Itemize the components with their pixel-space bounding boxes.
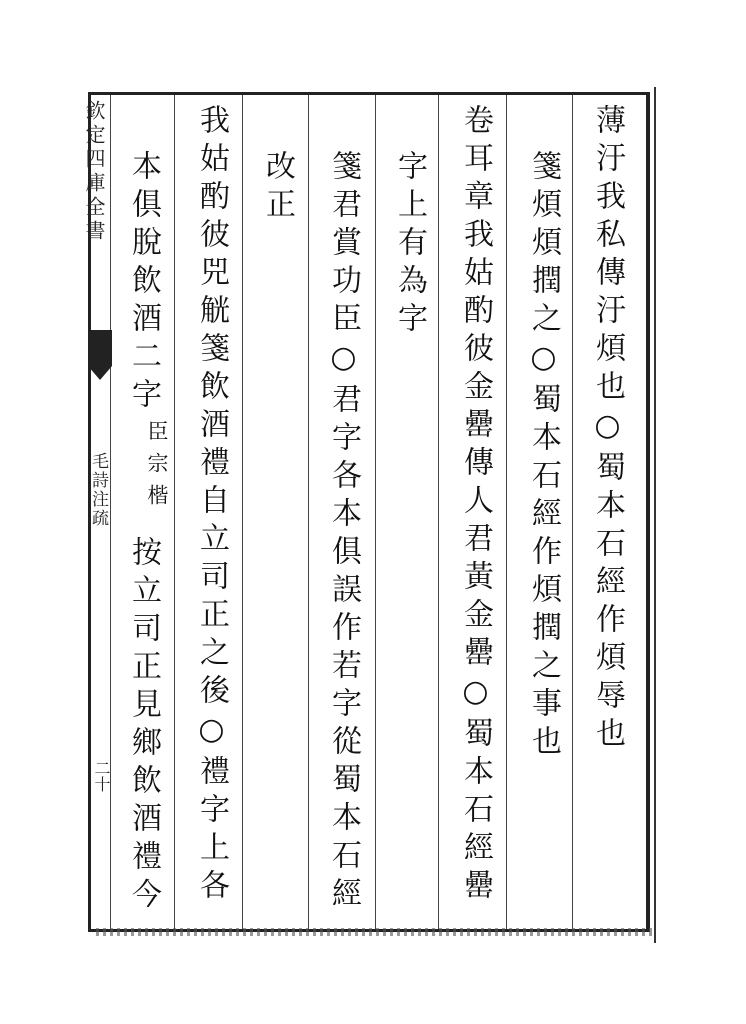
text-column-7: 我姑酌彼兕觥箋飲酒禮自立司正之後○禮字上各 (194, 104, 229, 907)
fish-tail-mark-lower (88, 366, 112, 384)
frame-double-rule (654, 87, 656, 943)
column-rule (572, 95, 573, 929)
book-title: 毛詩注疏 (88, 452, 108, 528)
collection-title: 欽定四庫全書 (82, 100, 106, 244)
fish-tail-mark (88, 330, 112, 366)
text-column-6: 改正 (260, 150, 295, 226)
text-column-3: 卷耳章我姑酌彼金罍傳人君黃金罍○蜀本石經罍 (458, 104, 493, 907)
worn-bottom-edge (96, 928, 652, 936)
column-rule (308, 95, 309, 929)
column-rule (506, 95, 507, 929)
text-column-8: 本俱脫飲酒二字 (126, 150, 161, 416)
text-column-8-cont: 按立司正見鄉飲酒禮今 (126, 536, 161, 916)
column-rule (242, 95, 243, 929)
text-column-1: 薄汙我私傳汙煩也○蜀本石經作煩辱也 (590, 104, 625, 755)
column-rule (174, 95, 175, 929)
column-rule (438, 95, 439, 929)
column-rule (375, 95, 376, 929)
text-column-5: 箋君賞功臣○君字各本俱誤作若字從蜀本石經 (326, 150, 361, 915)
text-column-2: 箋煩煩撋之○蜀本石經作煩撋之事也 (526, 150, 561, 763)
folio-number: 二十 (92, 760, 111, 792)
text-column-4: 字上有為字 (392, 150, 427, 340)
annotator-name: 臣宗楷 (145, 420, 169, 516)
